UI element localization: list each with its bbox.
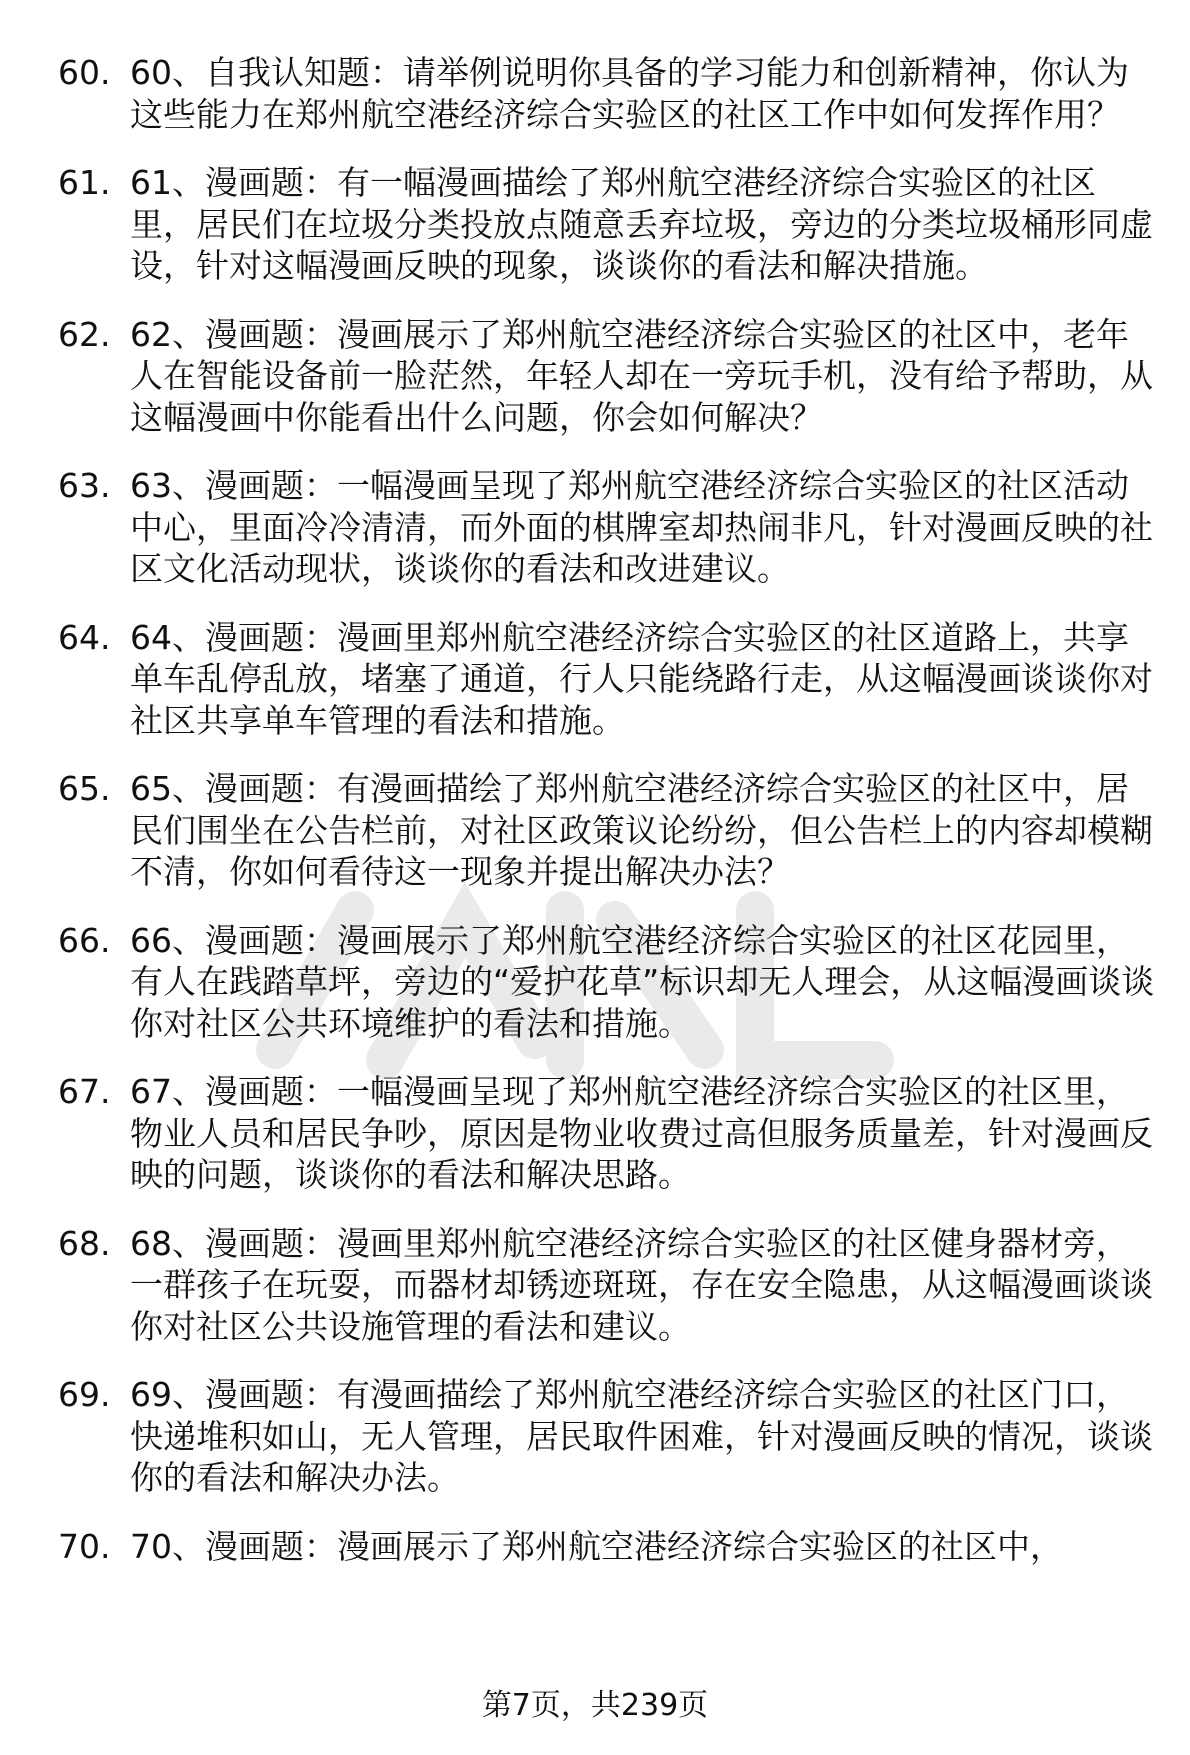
question-item: [58, 1374, 1158, 1499]
question-item: [58, 1526, 1158, 1568]
question-number: 67.: [58, 1072, 111, 1111]
question-number: 66.: [58, 920, 111, 960]
question-number: 68.: [58, 1223, 111, 1263]
page-footer: 第7页，共239页: [481, 1688, 709, 1723]
question-text: 60、自我认知题：请举例说明你具备的学习能力和创新精神，你认为这些能力在郑州航空港经济综合实验区的社区工作中如何发挥作用？: [130, 53, 1129, 134]
question-text: 69、漫画题：有漫画描绘了郑州航空港经济综合实验区的社区门口，快递堆积如山，无人管理，居民取件困难，针对漫画反映的情况，谈谈你的看法和解决办法。: [130, 1375, 1153, 1497]
question-text: 70、漫画题：漫画展示了郑州航空港经济综合实验区的社区中，: [130, 1526, 1063, 1566]
question-item: [58, 920, 1158, 1045]
question-item: [58, 617, 1158, 742]
question-item: [58, 768, 1158, 893]
question-item: [58, 1071, 1158, 1196]
question-text: 62、漫画题：漫画展示了郑州航空港经济综合实验区的社区中，老年人在智能设备前一脸茫然，年轻人却在一旁玩手机，没有给予帮助，从这幅漫画中你能看出什么问题，你会如何解决？: [130, 314, 1153, 437]
question-text: 63、漫画题：一幅漫画呈现了郑州航空港经济综合实验区的社区活动中心，里面冷冷清清，而外面的棋牌室却热闹非凡，针对漫画反映的社区文化活动现状，谈谈你的看法和改进建议。: [130, 466, 1153, 588]
question-number: 70.: [58, 1526, 111, 1566]
question-text: 66、漫画题：漫画展示了郑州航空港经济综合实验区的社区花园里，有人在践踏草坪，旁边的“爱护花草”标识却无人理会，从这幅漫画谈谈你对社区公共环境维护的看法和措施。: [130, 920, 1155, 1043]
question-text: 67、漫画题：一幅漫画呈现了郑州航空港经济综合实验区的社区里，物业人员和居民争吵，原因是物业收费过高但服务质量差，针对漫画反映的问题，谈谈你的看法和解决思路。: [130, 1072, 1153, 1194]
question-text: 61、漫画题：有一幅漫画描绘了郑州航空港经济综合实验区的社区里，居民们在垃圾分类投放点随意丢弃垃圾，旁边的分类垃圾桶形同虚设，针对这幅漫画反映的现象，谈谈你的看法和解决措施。: [130, 163, 1153, 285]
question-list: [58, 52, 1158, 1594]
question-number: 64.: [58, 617, 111, 657]
question-item: [58, 314, 1158, 439]
question-number: 60.: [58, 53, 111, 92]
question-item: [58, 52, 1158, 135]
question-number: 69.: [58, 1375, 111, 1414]
question-number: 65.: [58, 769, 111, 808]
question-item: [58, 465, 1158, 590]
question-item: [58, 162, 1158, 287]
question-number: 63.: [58, 466, 111, 505]
question-text: 64、漫画题：漫画里郑州航空港经济综合实验区的社区道路上，共享单车乱停乱放，堵塞了通道，行人只能绕路行走，从这幅漫画谈谈你对社区共享单车管理的看法和措施。: [130, 617, 1153, 740]
question-number: 62.: [58, 314, 111, 354]
question-number: 61.: [58, 163, 111, 202]
question-text: 68、漫画题：漫画里郑州航空港经济综合实验区的社区健身器材旁，一群孩子在玩耍，而器材却锈迹斑斑，存在安全隐患，从这幅漫画谈谈你对社区公共设施管理的看法和建议。: [130, 1223, 1153, 1346]
question-item: [58, 1223, 1158, 1348]
question-text: 65、漫画题：有漫画描绘了郑州航空港经济综合实验区的社区中，居民们围坐在公告栏前，对社区政策议论纷纷，但公告栏上的内容却模糊不清，你如何看待这一现象并提出解决办法？: [130, 769, 1153, 891]
